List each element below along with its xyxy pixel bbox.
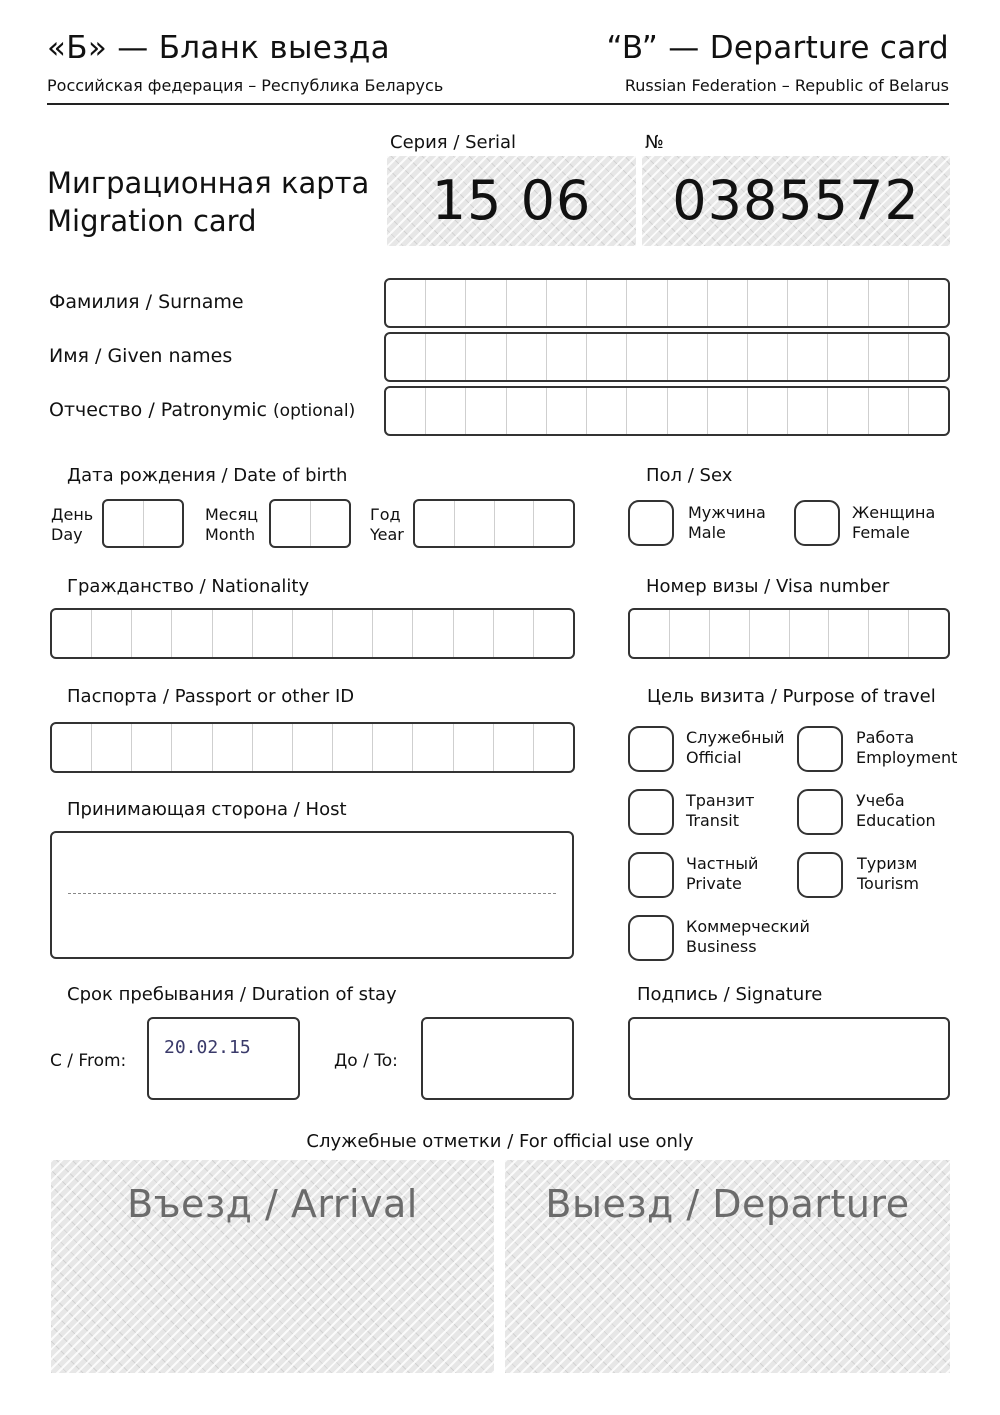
sex-male-label <box>688 503 766 543</box>
female-label-ru: Женщина <box>852 503 936 522</box>
input-cell <box>311 501 350 546</box>
input-cell <box>466 388 506 434</box>
departure-stamp-label: Выезд / Departure <box>545 1182 910 1226</box>
departure-stamp-area <box>505 1160 950 1373</box>
input-cell <box>144 501 183 546</box>
purpose-business-ru: Коммерческий <box>686 917 810 936</box>
form-subtitle-en: Russian Federation – Republic of Belarus <box>624 76 949 95</box>
arrival-stamp-area <box>51 1160 494 1373</box>
input-cell <box>534 501 573 546</box>
purpose-business-label <box>686 917 810 957</box>
input-cell <box>668 388 708 434</box>
purpose-tourism-en: Tourism <box>857 874 919 893</box>
input-cell <box>466 334 506 380</box>
serial-label: Серия / Serial <box>390 132 517 153</box>
input-cell <box>587 388 627 434</box>
input-cell <box>373 610 413 657</box>
input-cell <box>333 724 373 771</box>
nationality-input[interactable] <box>50 608 575 659</box>
host-dashed-line <box>68 893 556 894</box>
card-title-ru: Миграционная карта <box>47 166 370 200</box>
input-cell <box>627 388 667 434</box>
female-label-en: Female <box>852 523 910 542</box>
input-cell <box>494 610 534 657</box>
input-cell <box>415 501 455 546</box>
input-cell <box>788 334 828 380</box>
signature-input[interactable] <box>628 1017 950 1100</box>
sex-male-checkbox[interactable] <box>628 500 674 546</box>
signature-label: Подпись / Signature <box>637 984 823 1005</box>
sex-female-label <box>852 503 935 543</box>
input-cell <box>828 280 868 326</box>
purpose-transit-label <box>686 791 754 831</box>
input-cell <box>708 334 748 380</box>
given-names-label: Имя / Given names <box>49 345 233 367</box>
duration-label: Срок пребывания / Duration of stay <box>67 984 397 1005</box>
input-cell <box>828 334 868 380</box>
purpose-private-checkbox[interactable] <box>628 852 674 898</box>
number-label: № <box>645 132 664 153</box>
card-title <box>47 164 369 240</box>
input-cell <box>627 280 667 326</box>
purpose-employment-en: Employment <box>856 748 958 767</box>
input-cell <box>670 610 710 657</box>
official-use-label: Служебные отметки / For official use only <box>306 1131 694 1152</box>
card-title-en: Migration card <box>47 204 257 238</box>
male-label-ru: Мужчина <box>688 503 766 522</box>
from-date-value: 20.02.15 <box>164 1037 251 1058</box>
purpose-official-label <box>686 728 784 768</box>
day-label <box>51 505 93 545</box>
input-cell <box>668 334 708 380</box>
input-cell <box>386 334 426 380</box>
input-cell <box>454 610 494 657</box>
input-cell <box>587 334 627 380</box>
purpose-official-ru: Служебный <box>686 728 785 747</box>
input-cell <box>829 610 869 657</box>
passport-label: Паспорта / Passport or other ID <box>67 686 355 707</box>
given-names-input[interactable] <box>384 332 950 382</box>
input-cell <box>547 334 587 380</box>
purpose-private-label <box>686 854 758 894</box>
number-field <box>642 156 950 246</box>
purpose-employment-ru: Работа <box>856 728 915 747</box>
input-cell <box>413 610 453 657</box>
purpose-private-en: Private <box>686 874 742 893</box>
input-cell <box>132 610 172 657</box>
header-divider <box>47 103 949 105</box>
input-cell <box>495 501 535 546</box>
purpose-official-en: Official <box>686 748 742 767</box>
surname-label: Фамилия / Surname <box>49 291 244 313</box>
input-cell <box>92 610 132 657</box>
purpose-transit-checkbox[interactable] <box>628 789 674 835</box>
input-cell <box>507 280 547 326</box>
input-cell <box>788 280 828 326</box>
input-cell <box>708 388 748 434</box>
sex-female-checkbox[interactable] <box>794 500 840 546</box>
input-cell <box>710 610 750 657</box>
purpose-business-en: Business <box>686 937 757 956</box>
input-cell <box>271 501 311 546</box>
patronymic-optional-note: (optional) <box>273 401 356 421</box>
day-label-ru: День <box>51 505 94 524</box>
input-cell <box>172 724 212 771</box>
input-cell <box>52 610 92 657</box>
input-cell <box>333 610 373 657</box>
host-input[interactable] <box>50 831 574 959</box>
input-cell <box>748 280 788 326</box>
input-cell <box>788 388 828 434</box>
to-date-input[interactable] <box>421 1017 574 1100</box>
patronymic-label-text: Отчество / Patronymic <box>49 399 267 421</box>
input-cell <box>507 334 547 380</box>
input-cell <box>869 610 909 657</box>
input-cell <box>748 334 788 380</box>
input-cell <box>534 610 573 657</box>
input-cell <box>534 724 573 771</box>
input-cell <box>132 724 172 771</box>
from-label: С / From: <box>50 1051 127 1071</box>
input-cell <box>630 610 670 657</box>
year-label-ru: Год <box>370 505 401 524</box>
input-cell <box>373 724 413 771</box>
day-label-en: Day <box>51 525 83 544</box>
input-cell <box>909 334 948 380</box>
input-cell <box>293 610 333 657</box>
input-cell <box>386 280 426 326</box>
input-cell <box>627 334 667 380</box>
input-cell <box>750 610 790 657</box>
nationality-label: Гражданство / Nationality <box>67 576 310 597</box>
input-cell <box>52 724 92 771</box>
purpose-tourism-checkbox[interactable] <box>797 852 843 898</box>
input-cell <box>748 388 788 434</box>
year-label <box>370 505 404 545</box>
input-cell <box>293 724 333 771</box>
number-value: 0385572 <box>672 169 920 232</box>
input-cell <box>587 280 627 326</box>
purpose-education-checkbox[interactable] <box>797 789 843 835</box>
month-label-en: Month <box>205 525 256 544</box>
input-cell <box>869 280 909 326</box>
passport-input[interactable] <box>50 722 575 773</box>
purpose-tourism-label <box>857 854 919 894</box>
input-cell <box>413 724 453 771</box>
sex-label: Пол / Sex <box>646 465 733 486</box>
input-cell <box>466 280 506 326</box>
purpose-education-en: Education <box>856 811 936 830</box>
host-label: Принимающая сторона / Host <box>67 799 347 820</box>
input-cell <box>909 388 948 434</box>
form-title-en: “B” — Departure card <box>606 30 949 66</box>
serial-value: 15 06 <box>431 169 592 232</box>
input-cell <box>213 610 253 657</box>
dob-month-input[interactable] <box>269 499 351 548</box>
month-label <box>205 505 258 545</box>
from-date-input[interactable] <box>147 1017 300 1100</box>
input-cell <box>253 610 293 657</box>
input-cell <box>426 280 466 326</box>
input-cell <box>213 724 253 771</box>
serial-field <box>387 156 636 246</box>
patronymic-label <box>49 399 355 421</box>
input-cell <box>454 724 494 771</box>
arrival-stamp-label: Въезд / Arrival <box>127 1182 418 1226</box>
dob-day-input[interactable] <box>102 499 184 548</box>
input-cell <box>828 388 868 434</box>
purpose-education-ru: Учеба <box>856 791 905 810</box>
purpose-label: Цель визита / Purpose of travel <box>647 686 936 707</box>
input-cell <box>547 280 587 326</box>
input-cell <box>104 501 144 546</box>
input-cell <box>92 724 132 771</box>
male-label-en: Male <box>688 523 726 542</box>
visa-number-input[interactable] <box>628 608 950 659</box>
purpose-transit-ru: Транзит <box>686 791 755 810</box>
to-label: До / To: <box>334 1051 398 1071</box>
input-cell <box>909 280 948 326</box>
purpose-private-ru: Частный <box>686 854 759 873</box>
input-cell <box>455 501 495 546</box>
purpose-transit-en: Transit <box>686 811 739 830</box>
form-title-ru: «Б» — Бланк выезда <box>47 30 390 66</box>
input-cell <box>172 610 212 657</box>
purpose-tourism-ru: Туризм <box>857 854 918 873</box>
purpose-employment-label <box>856 728 957 768</box>
input-cell <box>494 724 534 771</box>
input-cell <box>547 388 587 434</box>
month-label-ru: Месяц <box>205 505 258 524</box>
input-cell <box>386 388 426 434</box>
patronymic-input[interactable] <box>384 386 950 436</box>
purpose-official-checkbox[interactable] <box>628 726 674 772</box>
input-cell <box>708 280 748 326</box>
input-cell <box>869 388 909 434</box>
input-cell <box>253 724 293 771</box>
dob-label: Дата рождения / Date of birth <box>67 465 348 486</box>
input-cell <box>507 388 547 434</box>
input-cell <box>869 334 909 380</box>
purpose-education-label <box>856 791 936 831</box>
input-cell <box>668 280 708 326</box>
input-cell <box>426 334 466 380</box>
purpose-business-checkbox[interactable] <box>628 915 674 961</box>
dob-year-input[interactable] <box>413 499 575 548</box>
form-subtitle-ru: Российская федерация – Республика Беларусь <box>47 76 444 95</box>
surname-input[interactable] <box>384 278 950 328</box>
year-label-en: Year <box>370 525 404 544</box>
input-cell <box>426 388 466 434</box>
purpose-employment-checkbox[interactable] <box>797 726 843 772</box>
input-cell <box>790 610 830 657</box>
visa-label: Номер визы / Visa number <box>646 576 890 597</box>
input-cell <box>909 610 948 657</box>
